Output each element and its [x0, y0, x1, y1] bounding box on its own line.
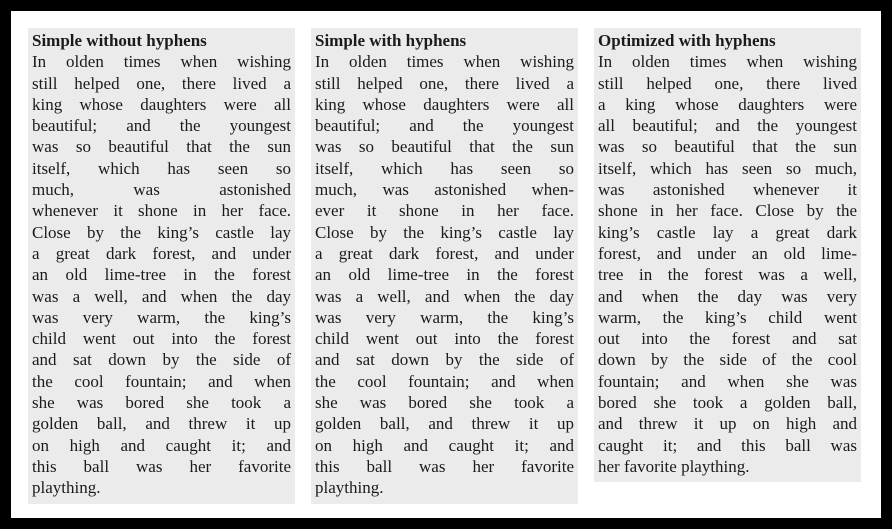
text-line: still helped one, there lived a: [32, 73, 291, 93]
text-line: warm, the king’s child went: [598, 307, 857, 327]
text-line: and threw it up on high and: [598, 414, 857, 434]
text-line: In olden times when wishing: [32, 52, 291, 72]
text-line: In olden times when wishing: [598, 52, 857, 72]
text-line: was a well, and when the day: [315, 286, 574, 306]
text-line: on high and caught it; and: [315, 435, 574, 455]
text-line: still helped one, there lived a: [315, 73, 574, 93]
text-line: tree in the forest was a well,: [598, 265, 857, 285]
text-line: was so beautiful that the sun: [598, 137, 857, 157]
text-line: was very warm, the king’s: [315, 307, 574, 327]
text-line: king’s castle lay a great dark: [598, 222, 857, 242]
text-line: fountain; and when she was: [598, 371, 857, 391]
text-line: down by the side of the cool: [598, 350, 857, 370]
text-line: plaything.: [32, 478, 101, 498]
text-line: and when the day was very: [598, 286, 857, 306]
text-line: whenever it shone in her face.: [32, 201, 291, 221]
text-line: a great dark forest, and under: [32, 243, 291, 263]
text-line: was a well, and when the day: [32, 286, 291, 306]
text-line: itself, which has seen so much,: [598, 158, 857, 178]
column-optimized-with-hyphens: [594, 28, 861, 482]
text-line: plaything.: [315, 478, 384, 498]
text-line: beautiful; and the youngest: [315, 116, 574, 136]
text-line: caught it; and this ball was: [598, 435, 857, 455]
column-simple-without-hyphens: [28, 28, 295, 504]
text-line: out into the forest and sat: [598, 329, 857, 349]
text-line: Close by the king’s castle lay: [32, 222, 291, 242]
text-line: she was bored she took a: [315, 393, 574, 413]
text-line: was astonished whenever it: [598, 180, 857, 200]
text-line: her favorite plaything.: [598, 456, 750, 476]
text-line: was so beautiful that the sun: [315, 137, 574, 157]
text-line: forest, and under an old lime-: [598, 243, 857, 263]
text-line: king whose daughters were all: [315, 94, 574, 114]
column-title: Simple without hyphens: [32, 31, 207, 50]
column-title: Simple with hyphens: [315, 31, 467, 50]
text-line: much, was astonished: [32, 180, 291, 200]
text-line: shone in her face. Close by the: [598, 201, 857, 221]
text-line: beautiful; and the youngest: [32, 116, 291, 136]
column-body: [315, 51, 574, 498]
text-line: this ball was her favorite: [32, 456, 291, 476]
text-line: the cool fountain; and when: [32, 371, 291, 391]
text-line: a great dark forest, and under: [315, 243, 574, 263]
column-title: Optimized with hyphens: [598, 31, 776, 50]
text-line: all beautiful; and the youngest: [598, 116, 857, 136]
text-line: and sat down by the side of: [32, 350, 291, 370]
text-line: was very warm, the king’s: [32, 307, 291, 327]
text-line: on high and caught it; and: [32, 435, 291, 455]
text-line: a king whose daughters were: [598, 94, 857, 114]
text-line: golden ball, and threw it up: [315, 414, 574, 434]
text-line: was so beautiful that the sun: [32, 137, 291, 157]
column-simple-with-hyphens: [311, 28, 578, 504]
text-line: king whose daughters were all: [32, 94, 291, 114]
text-line: itself, which has seen so: [32, 158, 291, 178]
column-body: [32, 51, 291, 498]
text-line: an old lime-tree in the forest: [315, 265, 574, 285]
text-line: ever it shone in her face.: [315, 201, 574, 221]
text-line: much, was astonished when-: [315, 180, 574, 200]
text-line: child went out into the forest: [315, 329, 574, 349]
text-line: In olden times when wishing: [315, 52, 574, 72]
text-line: bored she took a golden ball,: [598, 393, 857, 413]
text-line: itself, which has seen so: [315, 158, 574, 178]
text-line: this ball was her favorite: [315, 456, 574, 476]
text-line: the cool fountain; and when: [315, 371, 574, 391]
text-line: Close by the king’s castle lay: [315, 222, 574, 242]
text-line: an old lime-tree in the forest: [32, 265, 291, 285]
text-line: child went out into the forest: [32, 329, 291, 349]
text-line: she was bored she took a: [32, 393, 291, 413]
text-line: golden ball, and threw it up: [32, 414, 291, 434]
column-body: [598, 51, 857, 477]
text-line: and sat down by the side of: [315, 350, 574, 370]
text-line: still helped one, there lived: [598, 73, 857, 93]
